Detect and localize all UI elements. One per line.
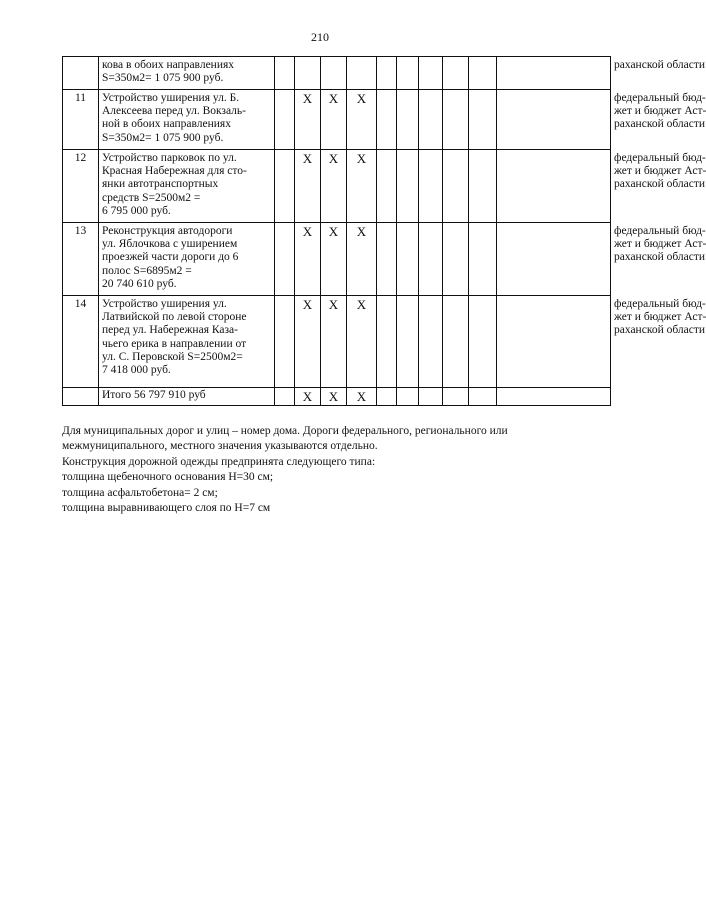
description-line: Устройство уширения ул.: [102, 298, 227, 310]
description-line: 20 740 610 руб.: [102, 277, 177, 290]
mark-cell: Х: [347, 150, 377, 223]
row-number-cell: 13: [63, 223, 99, 296]
empty-cell: [469, 223, 497, 296]
empty-cell: [377, 150, 397, 223]
empty-cell: [497, 90, 611, 150]
row-description-cell: [99, 90, 275, 150]
note-line: толщина щебеночного основания Н=30 см;: [62, 471, 274, 484]
mark-cell: Х: [321, 150, 347, 223]
mark-cell: Х: [295, 90, 321, 150]
note-line: толщина асфальтобетона= 2 см;: [62, 486, 218, 499]
description-line: Устройство парковок по ул.: [102, 152, 237, 164]
empty-cell: [397, 57, 419, 90]
description-line: 6 795 000 руб.: [102, 204, 171, 217]
empty-cell: [377, 223, 397, 296]
mark-cell: Х: [321, 296, 347, 388]
description-line: ной в обоих направлениях: [102, 118, 231, 131]
table-row: 14 Устройство уширения ул. Латвийской по левой стороне перед ул. Набережная Каза- чьего ерика в направлении от ул. С. Перовской S=2500м2= 7 418 000 руб. Х Х Х федеральный бюд- жет и бюджет Аст- раханской области: [63, 296, 611, 388]
total-description-cell: Итого 56 797 910 руб: [99, 388, 275, 406]
row-description-cell: [99, 296, 275, 388]
description-line: Латвийской по левой стороне: [102, 311, 247, 324]
empty-cell: [397, 296, 419, 388]
description-line: 7 418 000 руб.: [102, 364, 171, 377]
mark-cell: Х: [347, 223, 377, 296]
description-line: S=350м2= 1 075 900 руб.: [102, 131, 224, 144]
empty-cell: [275, 90, 295, 150]
note-line: Для муниципальных дорог и улиц – номер дома. Дороги федерального, регионального или: [62, 425, 508, 437]
table-row: 12 Устройство парковок по ул. Красная Набережная для сто- янки автотранспортных средств S=2500м2 = 6 795 000 руб. Х Х Х федеральный бюд- жет и бюджет Аст- раханской области: [63, 150, 611, 223]
description-line: перед ул. Набережная Каза-: [102, 324, 238, 337]
description-line: Алексеева перед ул. Вокзаль-: [102, 105, 246, 118]
empty-cell: [419, 57, 443, 90]
description-line: средств S=2500м2 =: [102, 191, 201, 204]
empty-cell: [377, 388, 397, 406]
note-line: межмуниципального, местного значения указываются отдельно.: [62, 440, 378, 453]
empty-cell: [419, 223, 443, 296]
empty-cell: [497, 296, 611, 388]
description-line: S=350м2= 1 075 900 руб.: [102, 72, 224, 85]
description-line: Красная Набережная для сто-: [102, 165, 247, 178]
empty-cell: [497, 223, 611, 296]
empty-cell: [497, 57, 611, 90]
description-line: Устройство уширения ул. Б.: [102, 92, 240, 104]
empty-cell: [275, 223, 295, 296]
row-description-cell: [99, 57, 275, 90]
description-line: проезжей части дороги до 6: [102, 251, 239, 264]
empty-cell: [419, 90, 443, 150]
mark-cell: Х: [321, 388, 347, 406]
row-number-cell: 11: [63, 90, 99, 150]
empty-cell: [397, 90, 419, 150]
empty-cell: [497, 388, 611, 406]
description-line: Реконструкция автодороги: [102, 225, 233, 237]
description-line: кова в обоих направлениях: [102, 59, 235, 71]
empty-cell: [419, 150, 443, 223]
empty-cell: [469, 388, 497, 406]
description-line: чьего ерика в направлении от: [102, 337, 247, 350]
empty-cell: [419, 388, 443, 406]
empty-cell: [275, 57, 295, 90]
empty-cell: [443, 150, 469, 223]
mark-cell: Х: [321, 223, 347, 296]
empty-cell: [275, 150, 295, 223]
description-line: ул. С. Перовской S=2500м2=: [102, 350, 243, 363]
mark-cell: Х: [295, 388, 321, 406]
empty-cell: [275, 296, 295, 388]
row-number-cell: [63, 57, 99, 90]
empty-cell: [419, 296, 443, 388]
empty-cell: [377, 296, 397, 388]
empty-cell: [443, 223, 469, 296]
row-number-cell: 12: [63, 150, 99, 223]
empty-cell: [469, 296, 497, 388]
mark-cell: Х: [295, 150, 321, 223]
empty-cell: [63, 388, 99, 406]
description-line: янки автотранспортных: [102, 178, 219, 191]
empty-cell: [443, 90, 469, 150]
empty-cell: [397, 223, 419, 296]
row-number-cell: 14: [63, 296, 99, 388]
mark-cell: [347, 57, 377, 90]
table-row: 11 Устройство уширения ул. Б. Алексеева перед ул. Вокзаль- ной в обоих направлениях S=350м2= 1 075 900 руб. Х Х Х федеральный бюд- жет и бюджет Аст- раханской области: [63, 90, 611, 150]
mark-cell: Х: [295, 223, 321, 296]
empty-cell: [377, 90, 397, 150]
empty-cell: [443, 296, 469, 388]
empty-cell: [469, 57, 497, 90]
empty-cell: [275, 388, 295, 406]
mark-cell: Х: [347, 90, 377, 150]
table-row: 13 Реконструкция автодороги ул. Яблочкова с уширением проезжей части дороги до 6 полос S=6895м2 = 20 740 610 руб. Х Х Х федеральный бюд- жет и бюджет Аст- раханской области: [63, 223, 611, 296]
note-line: Конструкция дорожной одежды предпринята следующего типа:: [62, 455, 376, 468]
mark-cell: Х: [321, 90, 347, 150]
note-line: толщина выравнивающего слоя по Н=7 см: [62, 502, 271, 515]
table-row: кова в обоих направлениях S=350м2= 1 075 900 руб. раханской области: [63, 57, 611, 90]
mark-cell: [295, 57, 321, 90]
table-body: [63, 57, 706, 406]
mark-cell: Х: [347, 296, 377, 388]
mark-cell: Х: [295, 296, 321, 388]
row-description-cell: [99, 223, 275, 296]
empty-cell: [469, 90, 497, 150]
total-row: [63, 388, 611, 406]
mark-cell: Х: [347, 388, 377, 406]
row-description-cell: [99, 150, 275, 223]
empty-cell: [397, 388, 419, 406]
notes: [62, 424, 602, 516]
empty-cell: [443, 57, 469, 90]
empty-cell: [443, 388, 469, 406]
empty-cell: [469, 150, 497, 223]
description-line: полос S=6895м2 =: [102, 264, 192, 277]
page-number: 210: [311, 30, 329, 44]
empty-cell: [497, 150, 611, 223]
mark-cell: [321, 57, 347, 90]
description-line: ул. Яблочкова с уширением: [102, 238, 238, 251]
works-table: [62, 56, 706, 406]
empty-cell: [377, 57, 397, 90]
empty-cell: [397, 150, 419, 223]
